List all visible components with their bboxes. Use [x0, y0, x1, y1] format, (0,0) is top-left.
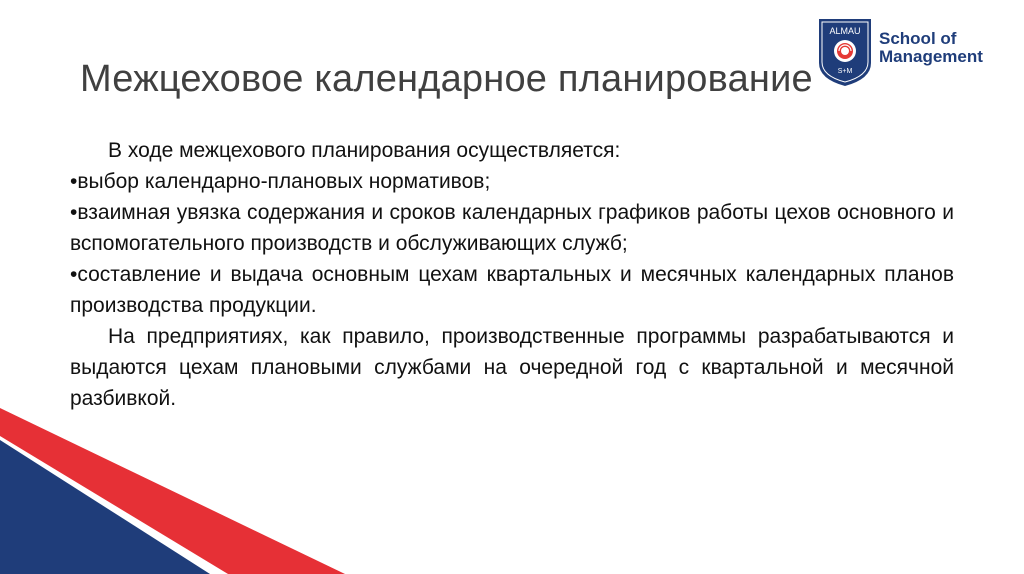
- logo-line-2: Management: [879, 47, 983, 66]
- logo-line-1: School of: [879, 29, 957, 48]
- emblem-text-top: ALMAU: [829, 26, 861, 36]
- slide-title: Межцеховое календарное планирование: [80, 58, 813, 100]
- paragraph-intro: В ходе межцехового планирования осуществляется:: [108, 139, 621, 162]
- body-text: [70, 135, 954, 414]
- school-logo: [817, 17, 1002, 87]
- emblem-text-bottom: S+M: [837, 68, 853, 75]
- bullet-item: •выбор календарно-плановых нормативов;: [70, 170, 491, 193]
- logo-wordmark: [879, 30, 983, 66]
- paragraph-closing: На предприятиях, как правило, производственные программы разрабатываются и выдаются цехам плановыми службами на очередной год с квартальной и месячной разбивкой.: [70, 325, 954, 410]
- bullet-item: •взаимная увязка содержания и сроков календарных графиков работы цехов основного и вспомогательного производств и обслуживающих служб;: [70, 201, 954, 255]
- bullet-item: •составление и выдача основным цехам квартальных и месячных календарных планов производства продукции.: [70, 263, 954, 317]
- almau-shield-logo-icon: [817, 17, 873, 87]
